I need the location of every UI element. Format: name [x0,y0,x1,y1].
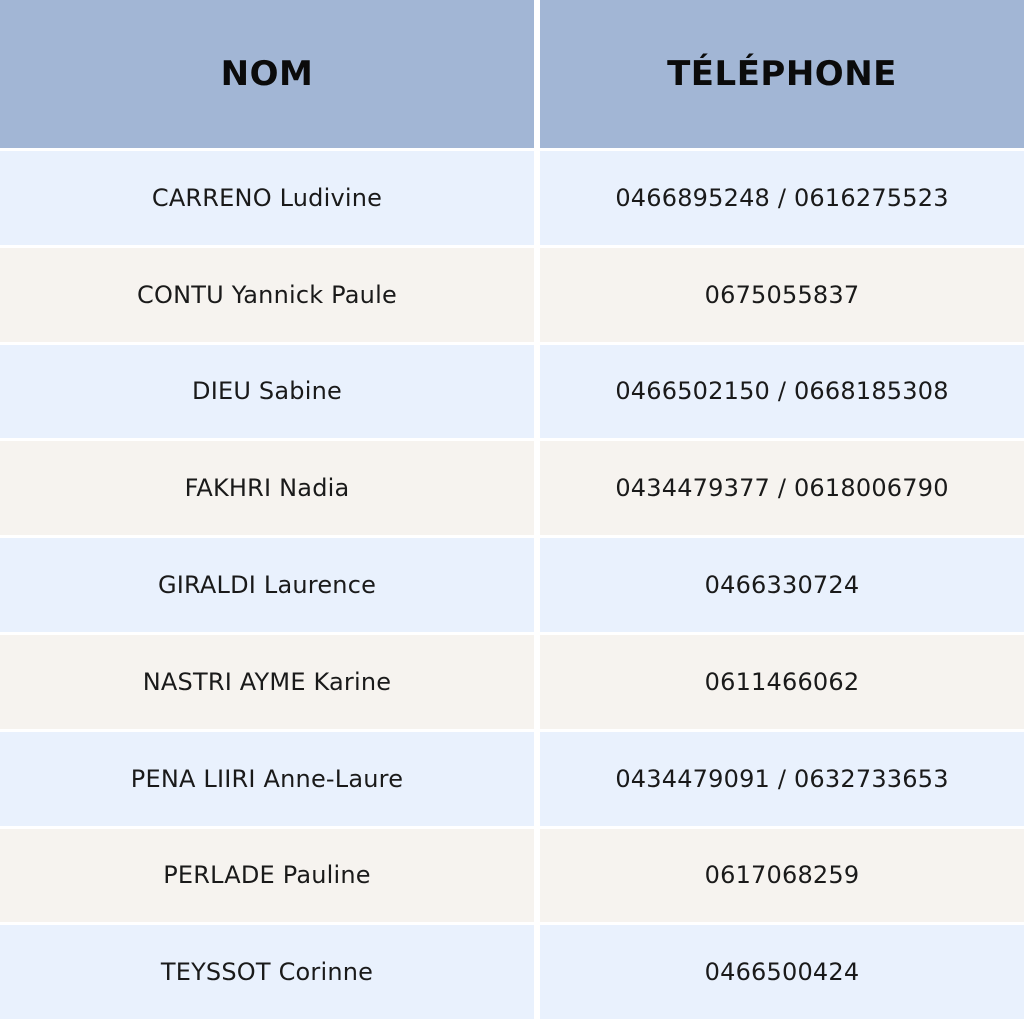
row-3-phone: 0434479377 / 0618006790 [540,438,1024,535]
row-3-name: FAKHRI Nadia [0,438,540,535]
row-1-name: CONTU Yannick Paule [0,245,540,342]
row-1-phone: 0675055837 [540,245,1024,342]
row-5-name: NASTRI AYME Karine [0,632,540,729]
header-name: NOM [0,0,540,148]
row-4-phone: 0466330724 [540,535,1024,632]
row-6-name: PENA LIIRI Anne-Laure [0,729,540,826]
row-7-name: PERLADE Pauline [0,826,540,923]
row-4-name: GIRALDI Laurence [0,535,540,632]
row-0-name: CARRENO Ludivine [0,148,540,245]
row-8-phone: 0466500424 [540,922,1024,1019]
row-5-phone: 0611466062 [540,632,1024,729]
row-6-phone: 0434479091 / 0632733653 [540,729,1024,826]
row-7-phone: 0617068259 [540,826,1024,923]
header-phone: TÉLÉPHONE [540,0,1024,148]
row-0-phone: 0466895248 / 0616275523 [540,148,1024,245]
row-8-name: TEYSSOT Corinne [0,922,540,1019]
row-2-phone: 0466502150 / 0668185308 [540,342,1024,439]
row-2-name: DIEU Sabine [0,342,540,439]
